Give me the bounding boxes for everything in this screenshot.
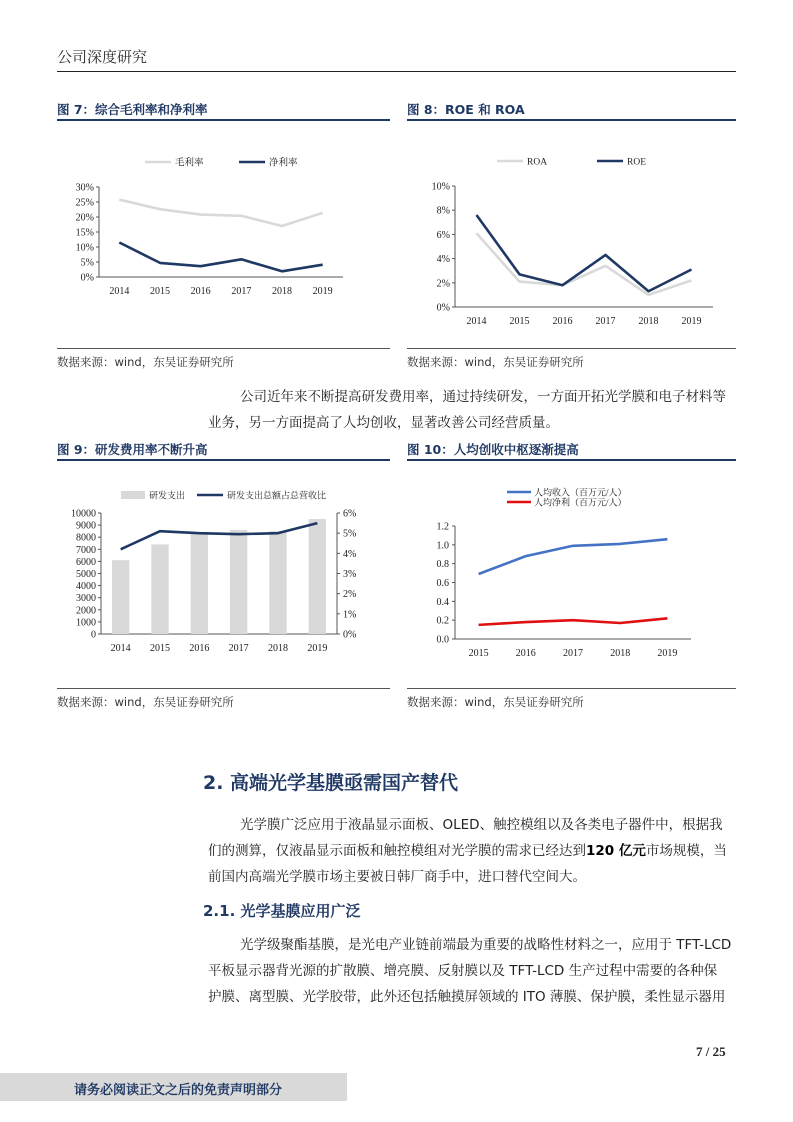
- section-2-line-3: 前国内高端光学膜市场主要被日韩厂商手中，进口替代空间大。: [208, 869, 586, 885]
- fig9-x-tick-label: 2014: [110, 643, 131, 654]
- fig9-source-rule: [57, 688, 390, 689]
- fig10-series-line-0: [479, 539, 668, 574]
- fig10-y-tick-label: 1.0: [436, 540, 449, 552]
- fig10-y-tick-label: 0.8: [436, 559, 449, 571]
- fig8-legend-label: ROE: [627, 157, 646, 168]
- fig9-ratio-line: [121, 523, 318, 549]
- fig7-series-line-0: [119, 200, 322, 226]
- paragraph-line-1: 公司近年来不断提高研发费用率，通过持续研发，一方面开拓光学膜和电子材料等: [240, 389, 726, 405]
- fig7-title-rule: [57, 119, 390, 121]
- fig10-chart: [407, 478, 736, 678]
- fig10-y-tick-label: 1.2: [436, 521, 449, 533]
- fig8-x-tick-label: 2018: [638, 316, 659, 327]
- header-divider: [57, 71, 736, 72]
- fig7-x-tick-label: 2016: [190, 286, 211, 297]
- fig9-x-tick-label: 2017: [228, 643, 249, 654]
- fig9-legend-swatch: [121, 491, 145, 499]
- section-2-1-line-2: 平板显示器背光源的扩散膜、增亮膜、反射膜以及 TFT-LCD 生产过程中需要的各种保: [208, 963, 718, 979]
- fig9-right-tick-label: 2%: [343, 589, 357, 601]
- fig7-x-tick-label: 2019: [312, 286, 333, 297]
- fig8-y-tick-label: 0%: [436, 302, 450, 314]
- fig10-source: 数据来源：wind，东吴证券研究所: [407, 695, 584, 709]
- fig8-x-tick-label: 2014: [466, 316, 487, 327]
- fig9-left-tick-label: 3000: [76, 593, 96, 605]
- fig10-title-rule: [407, 459, 736, 461]
- fig10-x-tick-label: 2017: [563, 648, 583, 659]
- section-2-1-line-3: 护膜、离型膜、光学胶带，此外还包括触摸屏领域的 ITO 薄膜、保护膜，柔性显示器用: [208, 989, 726, 1005]
- fig10-y-tick-label: 0.4: [436, 596, 449, 608]
- fig8-series-line-1: [477, 215, 692, 291]
- section-2-1-line-1: 光学级聚酯基膜，是光电产业链前端最为重要的战略性材料之一，应用于 TFT-LCD: [240, 937, 732, 953]
- fig9-right-tick-label: 1%: [343, 609, 357, 621]
- fig9-x-tick-label: 2015: [150, 643, 170, 654]
- fig9-bar: [269, 531, 286, 634]
- fig8-y-tick-label: 2%: [436, 278, 450, 290]
- fig8-source: 数据来源：wind，东吴证券研究所: [407, 355, 584, 369]
- fig9-right-tick-label: 6%: [343, 508, 357, 520]
- fig10-x-tick-label: 2019: [657, 648, 678, 659]
- fig7-x-tick-label: 2015: [150, 286, 170, 297]
- section-2-line-1: 光学膜广泛应用于液晶显示面板、OLED、触控模组以及各类电子器件中，根据我: [240, 817, 723, 833]
- fig9-title: 图 9：研发费用率不断升高: [57, 442, 208, 457]
- fig7-y-tick-label: 0%: [80, 272, 94, 284]
- fig9-bar: [151, 544, 168, 634]
- fig7-series-line-1: [119, 243, 322, 272]
- fig7-source-rule: [57, 348, 390, 349]
- page-number: 7 / 25: [696, 1044, 726, 1059]
- section-2-1-heading: 2.1. 光学基膜应用广泛: [203, 902, 361, 920]
- fig7-title: 图 7：综合毛利率和净利率: [57, 102, 208, 117]
- fig9-left-tick-label: 0: [91, 629, 96, 641]
- fig10-legend-label: 人均净利（百万元/人）: [534, 497, 627, 508]
- fig10-title: 图 10：人均创收中枢逐渐提高: [407, 442, 579, 457]
- fig8-x-tick-label: 2016: [552, 316, 573, 327]
- fig7-source: 数据来源：wind，东吴证券研究所: [57, 355, 234, 369]
- fig9-right-tick-label: 3%: [343, 569, 357, 580]
- fig10-y-tick-label: 0.0: [436, 634, 449, 646]
- fig7-legend-label: 净利率: [269, 158, 298, 169]
- fig10-x-tick-label: 2018: [610, 648, 631, 659]
- fig8-x-tick-label: 2015: [509, 316, 530, 327]
- fig9-left-tick-label: 9000: [76, 520, 96, 532]
- fig9-left-tick-label: 7000: [76, 544, 96, 556]
- fig9-bar: [309, 519, 326, 634]
- fig8-y-tick-label: 10%: [431, 181, 450, 193]
- fig8-y-tick-label: 4%: [436, 254, 450, 266]
- fig7-x-tick-label: 2018: [272, 286, 292, 297]
- disclaimer-footer: 请务必阅读正文之后的免责声明部分: [74, 1083, 283, 1098]
- fig9-source: 数据来源：wind，东吴证券研究所: [57, 695, 234, 709]
- fig7-y-tick-label: 5%: [80, 257, 94, 269]
- fig10-series-line-1: [479, 618, 668, 625]
- fig9-x-tick-label: 2016: [189, 643, 210, 654]
- fig9-right-tick-label: 0%: [343, 629, 357, 641]
- fig7-y-tick-label: 15%: [75, 227, 94, 239]
- fig10-x-tick-label: 2015: [468, 648, 489, 659]
- fig9-right-tick-label: 4%: [343, 548, 357, 560]
- fig9-legend-label: 研发支出总额占总营收比: [227, 490, 327, 501]
- fig10-y-tick-label: 0.6: [436, 578, 449, 589]
- fig9-left-tick-label: 8000: [76, 532, 96, 544]
- market-size-value: 120 亿元: [586, 843, 646, 859]
- fig8-x-tick-label: 2019: [681, 316, 702, 327]
- fig9-bar: [230, 530, 247, 634]
- fig7-x-tick-label: 2017: [231, 286, 252, 297]
- paragraph-line-2: 业务，另一方面提高了人均创收，显著改善公司经营质量。: [208, 415, 559, 431]
- fig9-right-tick-label: 5%: [343, 528, 357, 540]
- fig7-y-tick-label: 10%: [75, 242, 94, 254]
- fig10-source-rule: [407, 688, 736, 689]
- fig8-title-rule: [407, 119, 736, 121]
- fig8-source-rule: [407, 348, 736, 349]
- fig10-x-tick-label: 2016: [515, 648, 536, 659]
- fig9-left-tick-label: 5000: [76, 569, 96, 580]
- section-2-line-2: [208, 838, 727, 864]
- section-2-line-2c: 市场规模，当: [645, 843, 727, 859]
- fig9-bar: [112, 560, 129, 634]
- fig8-x-tick-label: 2017: [595, 316, 616, 327]
- fig9-legend-label: 研发支出: [149, 490, 186, 501]
- fig7-y-tick-label: 25%: [75, 197, 94, 209]
- fig9-x-tick-label: 2018: [268, 643, 288, 654]
- fig8-y-tick-label: 8%: [436, 205, 450, 217]
- fig9-left-tick-label: 6000: [76, 556, 96, 568]
- fig7-y-tick-label: 20%: [75, 212, 94, 224]
- fig8-chart: [407, 140, 736, 345]
- fig9-left-tick-label: 4000: [76, 581, 96, 593]
- fig7-legend-label: 毛利率: [175, 158, 204, 169]
- fig9-left-tick-label: 1000: [76, 617, 96, 629]
- section-2-line-2a: 们的测算，仅液晶显示面板和触控模组对光学膜的需求已经达到: [208, 843, 586, 859]
- fig10-y-tick-label: 0.2: [436, 615, 449, 627]
- fig8-title: 图 8：ROE 和 ROA: [407, 102, 525, 117]
- fig7-chart: [57, 140, 390, 345]
- fig7-x-tick-label: 2014: [109, 286, 130, 297]
- fig7-y-tick-label: 30%: [75, 182, 94, 194]
- fig9-title-rule: [57, 459, 390, 461]
- fig9-chart: [57, 478, 390, 678]
- report-type-header: 公司深度研究: [57, 48, 148, 66]
- fig8-y-tick-label: 6%: [436, 229, 450, 241]
- section-2-heading: 2. 高端光学基膜亟需国产替代: [203, 772, 459, 794]
- fig9-left-tick-label: 10000: [71, 508, 96, 520]
- fig8-legend-label: ROA: [527, 157, 548, 168]
- fig9-left-tick-label: 2000: [76, 605, 96, 617]
- fig9-bar: [191, 534, 208, 634]
- fig10-legend-label: 人均收入（百万元/人）: [534, 487, 627, 498]
- fig9-x-tick-label: 2019: [307, 643, 328, 654]
